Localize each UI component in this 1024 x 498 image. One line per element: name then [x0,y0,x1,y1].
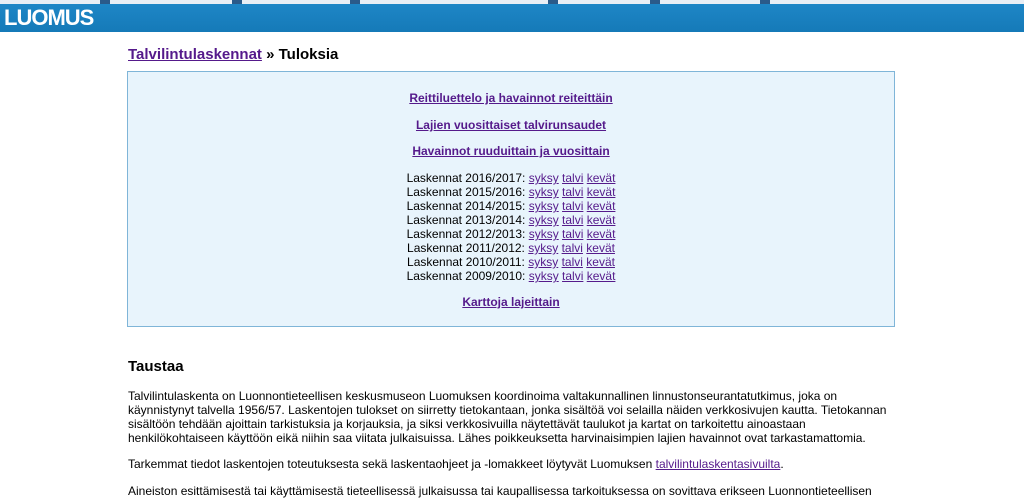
spring-link[interactable]: kevät [586,227,616,241]
breadcrumb-separator: » [266,46,275,63]
autumn-link[interactable]: syksy [528,171,559,185]
background-paragraph: Talvilintulaskenta on Luonnontieteellisen keskusmuseon Luomuksen koordinoima valtakunnallinen linnustonseurantatutkimus, joka on käynnistynyt talvella 1956/57. Laskentojen tulokset on siirretty tietokantaan, jonka sisältöä voi selailla näiden verkkosivujen kautta. Tietokannan sisältöön tehdään ajoittain tarkistuksia ja korjauksia, ja siksi verkkosivuilla näytettävät taulukot ja kartat on tarkoitettu ainoastaan henkilökohtaiseen käyttöön eikä niihin saa viitata julkaisuissa. Lähes poikkeuksetta harvinaisimpien lajien havainnot ovat tarkastamattomia. [128,389,887,445]
breadcrumb [128,46,338,63]
winter-link[interactable]: talvi [562,185,584,199]
talvilintu-pages-link[interactable]: talvilintulaskentasivuilta [655,457,781,471]
winter-link[interactable]: talvi [561,255,583,269]
spring-link[interactable]: kevät [586,241,615,255]
year-row: Laskennat 2016/2017: syksy talvi kevät [406,171,616,185]
autumn-link[interactable]: syksy [528,241,559,255]
year-row: Laskennat 2011/2012: syksy talvi kevät [407,241,615,255]
spring-link[interactable]: kevät [586,255,615,269]
breadcrumb-parent-link[interactable]: Talvilintulaskennat [128,46,262,63]
winter-link[interactable]: talvi [562,199,584,213]
species-abundance-link[interactable]: Lajien vuosittaiset talvirunsaudet [415,118,607,132]
winter-link[interactable]: talvi [562,227,584,241]
year-row: Laskennat 2010/2011: syksy talvi kevät [407,255,615,269]
year-row: Laskennat 2012/2013: syksy talvi kevät [406,227,616,241]
spring-link[interactable]: kevät [586,171,616,185]
yearly-counts-list [128,171,894,283]
spring-link[interactable]: kevät [586,213,616,227]
site-header [0,4,1024,32]
winter-link[interactable]: talvi [562,213,584,227]
luomus-logo[interactable]: LUOMUS [4,5,94,30]
spring-link[interactable]: kevät [586,199,616,213]
autumn-link[interactable]: syksy [528,227,559,241]
spring-link[interactable]: kevät [586,269,616,283]
year-row: Laskennat 2009/2010: syksy talvi kevät [406,269,616,283]
autumn-link[interactable]: syksy [528,255,559,269]
grid-observations-link[interactable]: Havainnot ruuduittain ja vuosittain [412,144,610,158]
route-list-link[interactable]: Reittiluettelo ja havainnot reiteittäin [409,91,613,105]
year-row: Laskennat 2014/2015: syksy talvi kevät [406,199,616,213]
winter-link[interactable]: talvi [561,241,583,255]
year-row: Laskennat 2015/2016: syksy talvi kevät [406,185,616,199]
year-row: Laskennat 2013/2014: syksy talvi kevät [406,213,616,227]
winter-link[interactable]: talvi [562,269,584,283]
section-heading: Taustaa [128,358,184,375]
usage-paragraph: Aineiston esittämisestä tai käyttämisestä tieteellisessä julkaisussa tai kaupallisessa tarkoituksessa on sovittava erikseen Luonnontieteellisen [128,484,872,498]
results-box [127,71,895,327]
autumn-link[interactable]: syksy [528,213,559,227]
maps-by-species-link[interactable]: Karttoja lajeittain [462,295,560,309]
autumn-link[interactable]: syksy [528,185,559,199]
autumn-link[interactable]: syksy [528,269,559,283]
winter-link[interactable]: talvi [562,171,584,185]
page-title: Tuloksia [278,46,339,63]
spring-link[interactable]: kevät [586,185,616,199]
autumn-link[interactable]: syksy [528,199,559,213]
details-paragraph: Tarkemmat tiedot laskentojen toteutuksesta sekä laskentaohjeet ja -lomakkeet löytyvät Luomuksen talvilintulaskentasivuilta. [128,457,784,471]
